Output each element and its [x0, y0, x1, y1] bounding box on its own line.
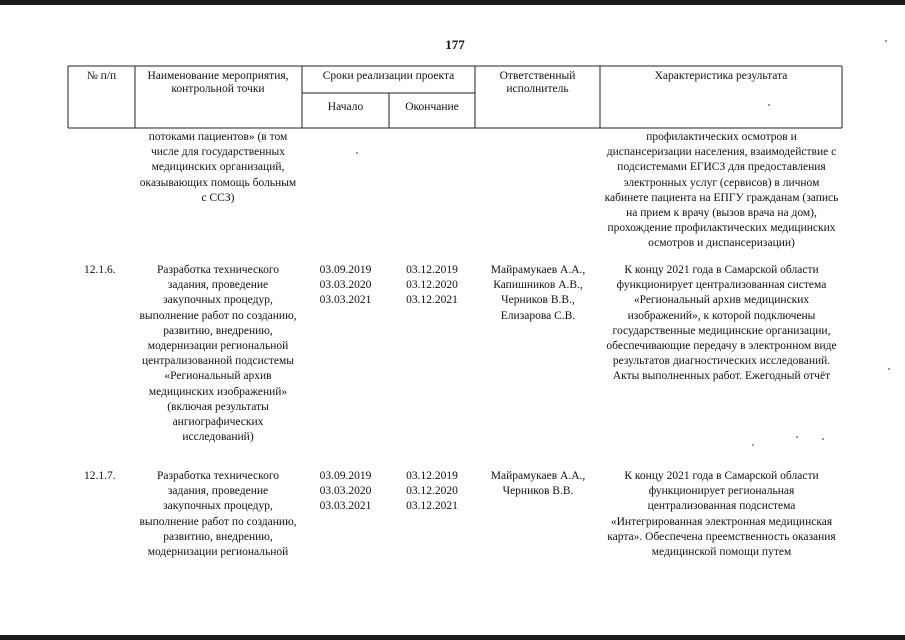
scan-speck — [822, 438, 824, 440]
row2-starts: 03.09.2019 03.03.2020 03.03.2021 — [319, 470, 372, 513]
row2-result: К концу 2021 года в Самарской области функционирует региональная централизованная подсистема «Интегрированная электронная медицинская карта». Обеспечена преемственность оказания медицинской помощи путем — [607, 470, 836, 559]
header-end: Окончание — [405, 101, 459, 113]
scan-speck — [885, 40, 887, 42]
row0-name: потоками пациентов» (в том числе для государственных медицинских организаций, оказывающих помощь больным с ССЗ) — [139, 131, 297, 204]
row1-starts: 03.09.2019 03.03.2020 03.03.2021 — [319, 264, 372, 307]
header-start: Начало — [327, 101, 364, 113]
row0-result: профилактических осмотров и диспансеризации населения, взаимодействие с подсистемами ЕГИСЗ для предоставления электронных услуг (сервисов) в личном кабинете пациента на ЕПГУ гражданам (запись на прием к врачу (вызов врача на дом), прохождение профилактических медицинских осмотров и диспансеризации) — [604, 131, 839, 250]
row1-executors: Майрамукаев А.А., Капишников А.В., Черников В.В., Елизарова С.В. — [490, 264, 586, 322]
row1-ends: 03.12.2019 03.12.2020 03.12.2021 — [406, 264, 458, 307]
header-period: Сроки реализации проекта — [322, 70, 455, 82]
scan-speck — [752, 444, 754, 446]
scan-top-border — [0, 0, 905, 5]
scan-bottom-border — [0, 635, 905, 640]
scan-speck — [888, 368, 890, 370]
row1-num: 12.1.6. — [84, 264, 116, 276]
scan-speck — [356, 152, 358, 154]
scan-speck — [768, 104, 770, 106]
row1-result: К концу 2021 года в Самарской области функционирует централизованная система «Региональный архив медицинских изображений», к которой подключены государственные медицинские организации, обеспечивающие передачу в электронном виде результатов диагностических исследований. Акты выполненных работ. Ежегодный отчёт — [606, 264, 837, 383]
header-num: № п/п — [86, 70, 117, 82]
page-number: 177 — [445, 37, 465, 52]
row2-num: 12.1.7. — [84, 470, 116, 482]
header-executor: Ответственный исполнитель — [499, 70, 576, 95]
row2-executors: Майрамукаев А.А., Черников В.В. — [490, 470, 586, 498]
row1-name: Разработка технического задания, проведение закупочных процедур, выполнение работ по созданию, развитию, внедрению, модернизации региональной централизованной подсистемы «Региональный архив медицинских изображений» (включая результаты ангиографических исследований) — [139, 264, 297, 444]
header-result: Характеристика результата — [654, 70, 788, 82]
scan-speck — [796, 436, 798, 438]
row2-ends: 03.12.2019 03.12.2020 03.12.2021 — [406, 470, 458, 513]
row2-name: Разработка технического задания, проведение закупочных процедур, выполнение работ по созданию, развитию, внедрению, модернизации региональной — [139, 470, 297, 559]
header-name: Наименование мероприятия, контрольной точки — [147, 70, 289, 95]
